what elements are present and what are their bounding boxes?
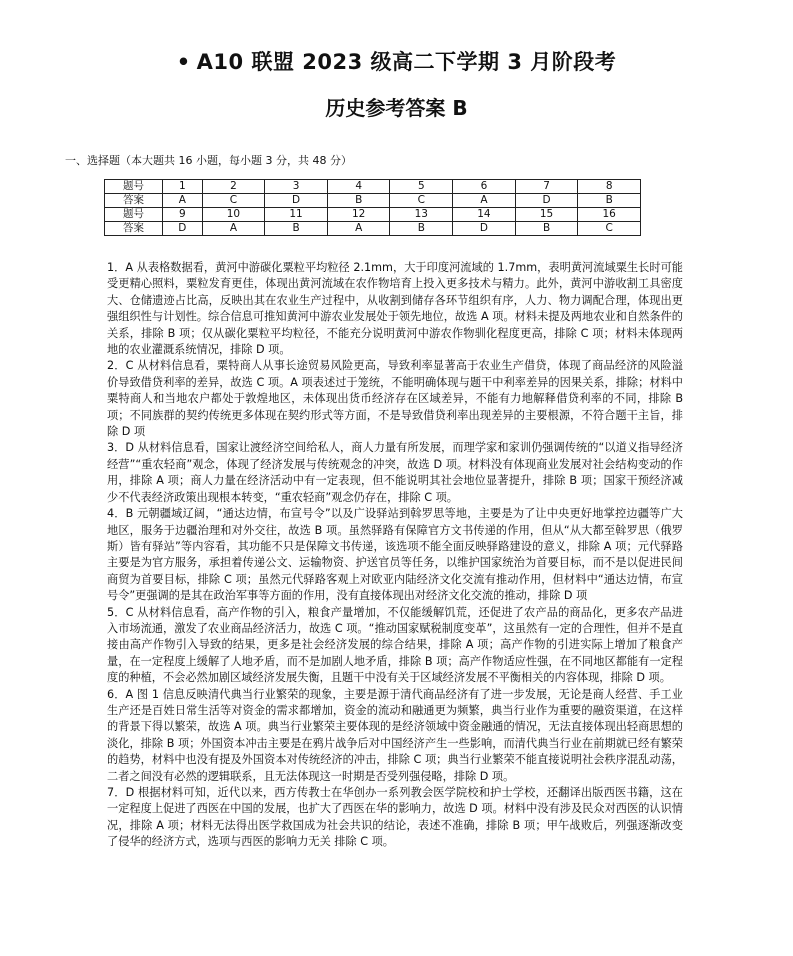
explanation-paragraph: 7．D 根据材料可知，近代以来，西方传教士在华创办一系列教会医学院校和护士学校，还翻译出版西医书籍，这在一定程度上促进了西医在中国的发展，也扩大了西医在华的影响力，故选 D 项。材料中没有涉及民众对西医的认识情况，排除 A 项；材料无法得出医学救国成为社会共识的结论，表述不准确，排除 B 项；甲午战败后，列强逐渐改变了侵华的经济方式，选项与西医的影响力无关 排除 C 项。	[107, 786, 683, 849]
table-cell: A	[327, 222, 390, 236]
explanation-paragraph: 5．C 从材料信息看，高产作物的引入，粮食产量增加，不仅能缓解饥荒，还促进了农产品的商品化，更多农产品进入市场流通，激发了农业商品经济活力，故选 C 项。“推动国家赋税制度变革”，这虽然有一定的合理性，但并不是直接由高产作物引入导致的结果，更多是社会经济发展的综合结果，排除 A 项；高产作物的引进实际上增加了粮食产量，在一定程度上缓解了人地矛盾，而不是加剧人地矛盾，排除 B 项；高产作物适应性强，在不同地区都能有一定程度的种植，不会必然加剧区域经济发展失衡，且题干中没有关于区域经济发展不平衡相关的内容体现，排除 D 项。	[107, 605, 683, 685]
table-row	[105, 208, 641, 222]
table-cell: 16	[578, 208, 641, 222]
table-row	[105, 194, 641, 208]
table-row	[105, 222, 641, 236]
explanation-paragraph: 6．A 图 1 信息反映清代典当行业繁荣的现象，主要是源于清代商品经济有了进一步发展，无论是商人经营、手工业生产还是百姓日常生活等对资金的需求都增加，资金的流动和融通更为频繁，典当行业作为重要的融资渠道，在这样的背景下得以繁荣，故选 A 项。典当行业繁荣主要体现的是经济领域中资金融通的情况，无法直接体现出轻商思想的淡化，排除 B 项；外国资本冲击主要是在鸦片战争后对中国经济产生一些影响，而清代典当行业在前期就已经有繁荣的趋势，材料中也没有提及外国资本对传统经济的冲击，排除 C 项；典当行业繁荣不能直接说明社会秩序混乱动荡，二者之间没有必然的逻辑联系，且无法体现这一时期是否受列强侵略，排除 D 项。	[107, 687, 683, 783]
table-cell: D	[163, 222, 203, 236]
explanation-paragraph: 1．A 从表格数据看，黄河中游碳化粟粒平均粒径 2.1mm，大于印度河流域的 1.7mm，表明黄河流域粟生长时可能受更精心照料，粟粒发育更佳，体现出黄河流域在农作物培育上投入更多技术与精力。此外，黄河中游收割工具密度大、仓储遗迹占比高，反映出其在农业生产过程中，从收割到储存各环节组织有序，人力、物力调配合理，体现出更强组织性与计划性。综合信息可推知黄河中游农业发展处于领先地位，故选 A 项。材料未提及两地农业和自然条件的关系，排除 B 项；仅从碳化粟粒平均粒径，不能充分说明黄河中游农作物驯化程度更高，排除 C 项；材料未体现两地的农业灌溉系统情况，排除 D 项。	[107, 261, 683, 357]
row-label: 答案	[105, 222, 163, 236]
table-cell: D	[265, 194, 328, 208]
table-cell: A	[202, 222, 265, 236]
table-cell: B	[265, 222, 328, 236]
explanation-paragraph: 4．B 元朝疆域辽阔，“通达边情，布宣号令”以及广设驿站到斡罗思等地，主要是为了让中央更好地掌控边疆等广大地区，服务于边疆治理和对外交往，故选 B 项。虽然驿路有保障官方文书传递的作用，但从“从大都至斡罗思（俄罗斯）皆有驿站”等内容看，其功能不只是保障文书传递，该选项不能全面反映驿路建设的意义，排除 A 项；元代驿路主要是为官方服务，承担着传递公文、运输物资、护送官员等任务，以维护国家统治为首要目标，而不是以促进民间商贸为首要目标，排除 C 项；虽然元代驿路客观上对欧亚内陆经济文化交流有推动作用，但材料中“通达边情，布宣号令”更强调的是其在政治军事等方面的作用，没有直接体现出对经济文化交流的推动，排除 D 项	[107, 507, 683, 603]
table-cell: 4	[327, 180, 390, 194]
exam-title-text: A10 联盟 2023 级高二下学期 3 月阶段考	[196, 50, 617, 74]
table-cell: 14	[453, 208, 516, 222]
table-cell: 15	[515, 208, 578, 222]
table-cell: 2	[202, 180, 265, 194]
table-cell: 10	[202, 208, 265, 222]
title-bullet: •	[176, 50, 191, 74]
table-cell: 13	[390, 208, 453, 222]
row-label: 题号	[105, 208, 163, 222]
table-cell: B	[515, 222, 578, 236]
table-cell: C	[202, 194, 265, 208]
table-cell: A	[163, 194, 203, 208]
table-cell: 1	[163, 180, 203, 194]
table-cell: 3	[265, 180, 328, 194]
explanations	[107, 260, 683, 851]
table-cell: 11	[265, 208, 328, 222]
table-cell: 7	[515, 180, 578, 194]
table-cell: B	[327, 194, 390, 208]
exam-subtitle: 历史参考答案 B	[325, 96, 468, 120]
table-cell: D	[453, 222, 516, 236]
table-cell: B	[578, 194, 641, 208]
table-cell: D	[515, 194, 578, 208]
row-label: 题号	[105, 180, 163, 194]
table-cell: A	[453, 194, 516, 208]
explanation-paragraph: 2．C 从材料信息看，粟特商人从事长途贸易风险更高，导致利率显著高于农业生产借贷，体现了商品经济的风险溢价导致借贷利率的差异，故选 C 项。A 项表述过于笼统，不能明确体现与题干中利率差异的因果关系，排除；材料中粟特商人和当地农户都处于敦煌地区，未体现出货币经济存在区域差异，不能有力地解释借贷利率的不同，排除 B 项；不同族群的契约传统更多体现在契约形式等方面，不是导致借贷利率出现差异的主要根源，不符合题干主旨，排除 D 项	[107, 359, 683, 439]
section-heading: 一、选择题（本大题共 16 小题，每小题 3 分，共 48 分）	[65, 154, 352, 167]
table-cell: 5	[390, 180, 453, 194]
table-cell: C	[390, 194, 453, 208]
answer-table	[104, 179, 641, 236]
table-cell: 12	[327, 208, 390, 222]
table-cell: 6	[453, 180, 516, 194]
table-cell: C	[578, 222, 641, 236]
table-row	[105, 180, 641, 194]
exam-title	[0, 46, 793, 76]
row-label: 答案	[105, 194, 163, 208]
table-cell: 8	[578, 180, 641, 194]
table-cell: 9	[163, 208, 203, 222]
explanation-paragraph: 3．D 从材料信息看，国家让渡经济空间给私人，商人力量有所发展，而理学家和家训仍强调传统的“以道义指导经济经营”“重农轻商”观念，体现了经济发展与传统观念的冲突，故选 D 项。材料没有体现商业发展对社会结构变动的作用，排除 A 项；商人力量在经济活动中有一定表现，但不能说明其社会地位显著提升，排除 B 项；国家干预经济减少不代表经济政策出现根本转变，“重农轻商”观念仍存在，排除 C 项。	[107, 441, 683, 504]
table-cell: B	[390, 222, 453, 236]
